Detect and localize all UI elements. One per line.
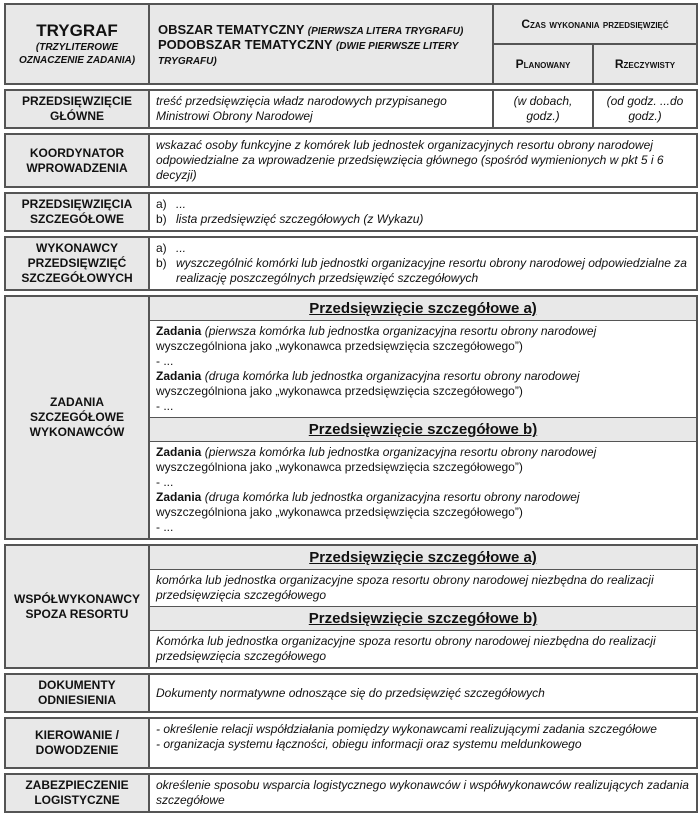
block-a-title: Przedsięwzięcie szczegółowe a) xyxy=(150,297,696,321)
block-a-body xyxy=(150,321,696,417)
list-item: - organizacja systemu łączności, obiegu informacji oraz systemu meldunkowego xyxy=(156,737,582,751)
podobszar-line xyxy=(158,37,484,67)
kierowanie-cell xyxy=(149,718,697,768)
rzeczywisty-header: Rzeczywisty xyxy=(593,44,697,84)
glowne-planowany: (w dobach, godz.) xyxy=(493,90,593,128)
wspol-block-b-text: Komórka lub jednostka organizacyjne spoza resortu obrony narodowej niezbędna do realizacji przedsięwzięcia szczegółowego xyxy=(156,634,656,663)
wykonawcy-list xyxy=(149,237,697,290)
szczegolowe-label: PRZEDSIĘWZIĘCIA SZCZEGÓŁOWE xyxy=(5,193,149,231)
form-page xyxy=(4,3,696,813)
trygraf-title: TRYGRAF xyxy=(36,21,118,40)
czas-wykonania-header: Czas wykonania przedsięwzięć xyxy=(493,4,697,44)
zabezpieczenie-label: ZABEZPIECZENIE LOGISTYCZNE xyxy=(5,774,149,812)
wspol-block-b-title: Przedsięwzięcie szczegółowe b) xyxy=(150,606,696,631)
task-item-cont: wyszczególniona jako „wykonawca przedsięwzięcia szczegółowego”) xyxy=(156,339,523,353)
podobszar-note: (DWIE PIERWSZE LITERY TRYGRAFU) xyxy=(158,40,459,67)
list-item: - określenie relacji współdziałania pomiędzy wykonawcami realizującymi zadania szczegółowe xyxy=(156,722,657,736)
koordynator-text: wskazać osoby funkcyjne z komórek lub jednostek organizacyjnych resortu obrony narodowej odpowiedzialne za wprowadzenie przedsięwzięcia głównego (spośród wymienionych w pkt 5 i 6 decyzji) xyxy=(149,134,697,187)
list-item: b) lista przedsięwzięć szczegółowych (z Wykazu) xyxy=(156,212,424,226)
task-item-cont: wyszczególniona jako „wykonawca przedsięwzięcia szczegółowego”) xyxy=(156,384,523,398)
szczegolowe-list xyxy=(149,193,697,231)
task-item: Zadania (druga komórka lub jednostka organizacyjna resortu obrony narodowej xyxy=(156,369,580,383)
task-item-cont: wyszczególniona jako „wykonawca przedsięwzięcia szczegółowego”) xyxy=(156,505,523,519)
block-b-body xyxy=(150,442,696,538)
zadania-cell xyxy=(149,296,697,539)
trygraf-form-table xyxy=(4,3,698,813)
block-b-title: Przedsięwzięcie szczegółowe b) xyxy=(150,417,696,442)
wspolwykonawcy-label: WSPÓŁWYKONAWCY SPOZA RESORTU xyxy=(5,545,149,668)
task-item: Zadania (pierwsza komórka lub jednostka organizacyjna resortu obrony narodowej xyxy=(156,324,597,338)
wykonawcy-label: WYKONAWCY PRZEDSIĘWZIĘĆ SZCZEGÓŁOWYCH xyxy=(5,237,149,290)
dash-item: - ... xyxy=(156,354,174,368)
dash-item: - ... xyxy=(156,520,174,534)
dash-item: - ... xyxy=(156,475,174,489)
task-item: Zadania (pierwsza komórka lub jednostka organizacyjna resortu obrony narodowej xyxy=(156,445,597,459)
glowne-label: PRZEDSIĘWZIĘCIE GŁÓWNE xyxy=(5,90,149,128)
planowany-header: Planowany xyxy=(493,44,593,84)
list-item: b) wyszczególnić komórki lub jednostki organizacyjne resortu obrony narodowej odpowiedzialne za realizację poszczególnych przedsięwzięć szczegółowych xyxy=(156,256,687,285)
header-obszar-cell xyxy=(149,4,493,84)
dokumenty-text: Dokumenty normatywne odnoszące się do przedsięwzięć szczegółowych xyxy=(149,674,697,712)
kierowanie-label: KIEROWANIE / DOWODZENIE xyxy=(5,718,149,768)
list-item: a) ... xyxy=(156,197,187,211)
wspol-block-a-text: komórka lub jednostka organizacyjne spoza resortu obrony narodowej niezbędna do realizacji przedsięwzięcia szczegółowego xyxy=(156,573,654,602)
header-trygraf-cell xyxy=(5,4,149,84)
obszar-note: (PIERWSZA LITERA TRYGRAFU) xyxy=(307,25,464,37)
task-item-cont: wyszczególniona jako „wykonawca przedsięwzięcia szczegółowego”) xyxy=(156,460,523,474)
podobszar-label: PODOBSZAR TEMATYCZNY xyxy=(158,36,333,52)
wspolwykonawcy-cell xyxy=(149,545,697,668)
dokumenty-label: DOKUMENTY ODNIESIENIA xyxy=(5,674,149,712)
koordynator-label: KOORDYNATOR WPROWADZENIA xyxy=(5,134,149,187)
trygraf-note: (TRZYLITEROWE OZNACZENIE ZADANIA) xyxy=(18,42,136,66)
list-item: a) ... xyxy=(156,241,187,255)
zabezpieczenie-text: określenie sposobu wsparcia logistycznego wykonawców i współwykonawców realizujących zadania szczegółowe xyxy=(149,774,697,812)
glowne-rzeczywisty: (od godz. ...do godz.) xyxy=(593,90,697,128)
obszar-label: OBSZAR TEMATYCZNY xyxy=(158,21,305,37)
dash-item: - ... xyxy=(156,399,174,413)
zadania-label: ZADANIA SZCZEGÓŁOWE WYKONAWCÓW xyxy=(5,296,149,539)
wspol-block-a-title: Przedsięwzięcie szczegółowe a) xyxy=(150,546,696,570)
task-item: Zadania (druga komórka lub jednostka organizacyjna resortu obrony narodowej xyxy=(156,490,580,504)
obszar-line xyxy=(158,22,484,37)
glowne-text: treść przedsięwzięcia władz narodowych przypisanego Ministrowi Obrony Narodowej xyxy=(149,90,493,128)
